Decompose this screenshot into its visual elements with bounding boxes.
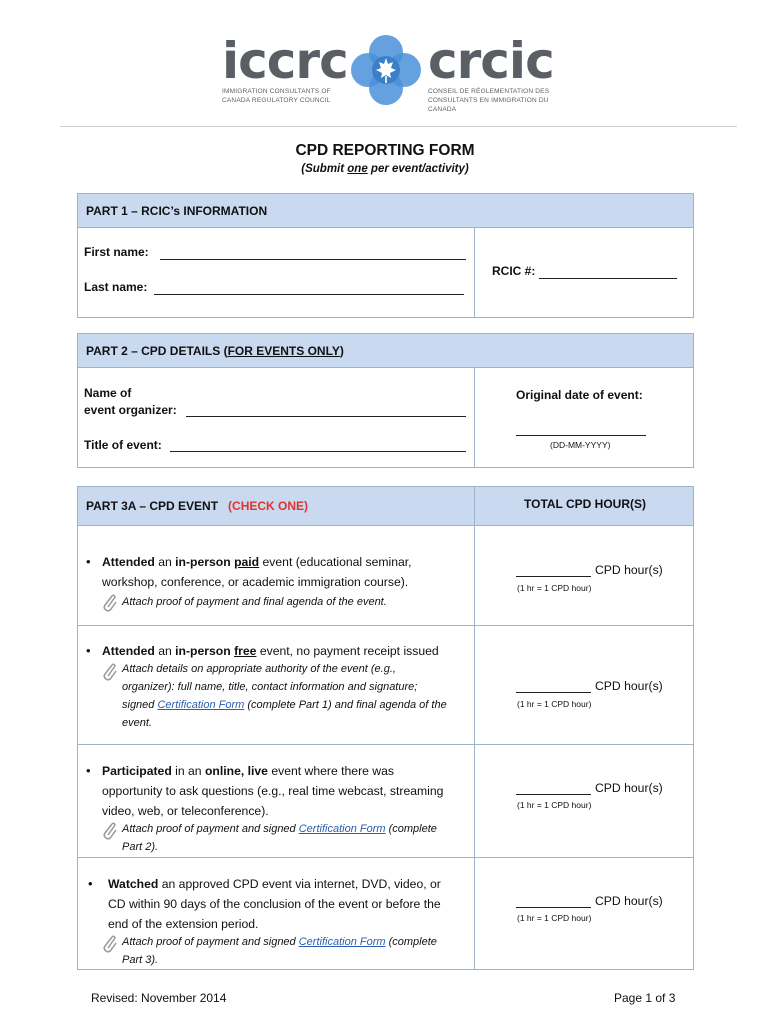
last-name-label: Last name: bbox=[84, 280, 148, 294]
item1-text: Attended an in-person paid event (educational seminar, workshop, conference, or academic immigration course). bbox=[102, 555, 412, 589]
part3-box bbox=[77, 486, 694, 970]
last-name-field[interactable] bbox=[154, 294, 464, 295]
row-divider-3 bbox=[78, 857, 693, 858]
part2-heading: PART 2 – CPD DETAILS ( FOR EVENTS ONLY ) bbox=[78, 334, 693, 368]
event-title-label: Title of event: bbox=[84, 438, 162, 452]
page-number: Page 1 of 3 bbox=[614, 991, 676, 1005]
header-divider bbox=[60, 126, 737, 127]
first-name-label: First name: bbox=[84, 245, 149, 259]
item2-note: Attach details on appropriate authority of the event (e.g., organizer): full name, title, contact information and signature; signed Certification Form (complete Part 1) and final agenda of the event. bbox=[122, 663, 447, 729]
form-subtitle: (Submit one per event/activity) bbox=[301, 163, 469, 175]
logo-french-name: CONSEIL DE RÉGLEMENTATION DES CONSULTANTS EN IMMIGRATION DU CANADA bbox=[428, 88, 550, 113]
logo-iccrc-wordmark: iccrc bbox=[222, 32, 348, 90]
maple-leaf-circles-emblem-icon bbox=[348, 32, 424, 108]
part2-box bbox=[77, 333, 694, 468]
item1-note: Attach proof of payment and final agenda of the event. bbox=[122, 596, 387, 608]
item4-text: Watched an approved CPD event via internet, DVD, video, or CD within 90 days of the conclusion of the event or before the end of the extension period. bbox=[108, 877, 441, 931]
item2-hours-field[interactable]: CPD hour(s) bbox=[516, 679, 663, 693]
logo-english-name: IMMIGRATION CONSULTANTS OF CANADA REGULATORY COUNCIL bbox=[222, 88, 331, 104]
item4-hours-field[interactable]: CPD hour(s) bbox=[516, 894, 663, 908]
organizer-label-line2: event organizer: bbox=[84, 403, 177, 417]
item1-hours-note: (1 hr = 1 CPD hour) bbox=[517, 583, 592, 593]
rcic-number-label: RCIC #: bbox=[492, 264, 536, 278]
paperclip-icon bbox=[100, 821, 118, 843]
paperclip-icon bbox=[100, 934, 118, 956]
item2-hours-note: (1 hr = 1 CPD hour) bbox=[517, 699, 592, 709]
logo-crcic-wordmark: crcic bbox=[428, 32, 554, 90]
item3-note: Attach proof of payment and signed Certification Form (complete Part 2). bbox=[122, 823, 437, 853]
logo bbox=[0, 30, 770, 113]
event-title-field[interactable] bbox=[170, 451, 466, 452]
item2-text: Attended an in-person free event, no payment receipt issued bbox=[102, 644, 439, 658]
item4-note: Attach proof of payment and signed Certification Form (complete Part 3). bbox=[122, 936, 437, 966]
paperclip-icon bbox=[100, 593, 118, 615]
part3-divider bbox=[474, 487, 475, 969]
form-title: CPD REPORTING FORM bbox=[295, 142, 475, 159]
part1-box bbox=[77, 193, 694, 318]
part2-divider bbox=[474, 368, 475, 468]
row-divider-1 bbox=[78, 625, 693, 626]
check-one-note: (CHECK ONE) bbox=[228, 499, 309, 513]
paperclip-icon bbox=[100, 662, 118, 684]
row-divider-2 bbox=[78, 744, 693, 745]
rcic-number-field[interactable] bbox=[539, 278, 677, 279]
certification-form-link[interactable]: Certification Form bbox=[298, 823, 386, 835]
item3-text: Participated in an online, live event where there was opportunity to ask questions (e.g., real time webcast, streaming video, web, or teleconference). bbox=[102, 764, 444, 818]
event-date-label: Original date of event: bbox=[516, 388, 643, 402]
certification-form-link[interactable]: Certification Form bbox=[157, 699, 245, 711]
event-organizer-field[interactable] bbox=[186, 416, 466, 417]
event-date-field[interactable] bbox=[516, 435, 646, 436]
part1-divider bbox=[474, 228, 475, 318]
total-hours-heading: TOTAL CPD HOUR(S) bbox=[524, 497, 646, 511]
part1-heading: PART 1 – RCIC’s INFORMATION bbox=[78, 194, 693, 228]
part3-heading: PART 3A – CPD EVENT (CHECK ONE) bbox=[78, 487, 693, 526]
item1-bullet: • bbox=[86, 554, 91, 569]
event-date-format: (DD-MM-YYYY) bbox=[550, 440, 611, 450]
item4-bullet: • bbox=[88, 876, 93, 891]
item3-bullet: • bbox=[86, 763, 91, 778]
item4-hours-note: (1 hr = 1 CPD hour) bbox=[517, 913, 592, 923]
item3-hours-field[interactable]: CPD hour(s) bbox=[516, 781, 663, 795]
organizer-label-line1: Name of bbox=[84, 386, 132, 400]
revised-date: Revised: November 2014 bbox=[91, 991, 227, 1005]
item1-hours-field[interactable]: CPD hour(s) bbox=[516, 563, 663, 577]
item3-hours-note: (1 hr = 1 CPD hour) bbox=[517, 800, 592, 810]
first-name-field[interactable] bbox=[160, 259, 466, 260]
certification-form-link[interactable]: Certification Form bbox=[298, 936, 386, 948]
item2-bullet: • bbox=[86, 643, 91, 658]
